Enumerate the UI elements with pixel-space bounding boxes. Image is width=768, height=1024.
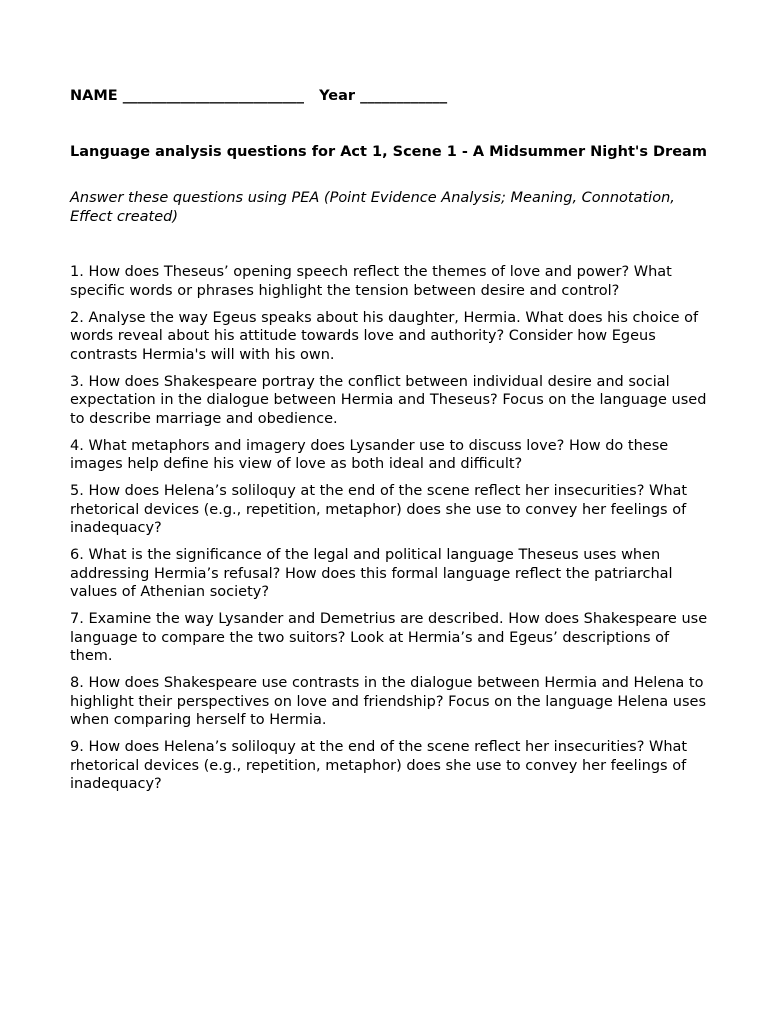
question-item: 2. Analyse the way Egeus speaks about his daughter, Hermia. What does his choice of words reveal about his attitude towards love and authority? Consider how Egeus contrasts Hermia's will with his own.: [70, 309, 699, 363]
instructions-text: Answer these questions using PEA (Point Evidence Analysis; Meaning, Connotation, Effect created): [70, 190, 675, 225]
question-list: [70, 263, 710, 802]
worksheet-title: Language analysis questions for Act 1, Scene 1 - A Midsummer Night's Dream: [70, 144, 707, 160]
question-item: 7. Examine the way Lysander and Demetrius are described. How does Shakespeare use language to compare the two suitors? Look at Hermia’s and Egeus’ descriptions of them.: [70, 611, 708, 664]
question-item: 6. What is the significance of the legal and political language Theseus uses when addressing Hermia’s refusal? How does this formal language reflect the patriarchal values of Athenian society?: [70, 547, 673, 600]
question-item: 8. How does Shakespeare use contrasts in the dialogue between Hermia and Helena to highlight their perspectives on love and friendship? Focus on the language Helena uses when comparing herself to Hermia.: [70, 675, 707, 728]
question-item: 5. How does Helena’s soliloquy at the end of the scene reflect her insecurities? What rhetorical devices (e.g., repetition, metaphor) does she use to convey her feelings of inadequacy?: [70, 483, 688, 536]
question-item: 9. How does Helena’s soliloquy at the end of the scene reflect her insecurities? What rhetorical devices (e.g., repetition, metaphor) does she use to convey her feelings of inadequacy?: [70, 739, 688, 792]
question-item: 4. What metaphors and imagery does Lysander use to discuss love? How do these images help define his view of love as both ideal and difficult?: [70, 437, 669, 472]
question-item: 3. How does Shakespeare portray the conflict between individual desire and social expectation in the dialogue between Hermia and Theseus? Focus on the language used to describe marriage and obedience.: [70, 373, 707, 427]
question-item: 1. How does Theseus’ opening speech reflect the themes of love and power? What specific words or phrases highlight the tension between desire and control?: [70, 264, 672, 299]
name-year-line: NAME _________________________ Year ____________: [70, 88, 448, 104]
